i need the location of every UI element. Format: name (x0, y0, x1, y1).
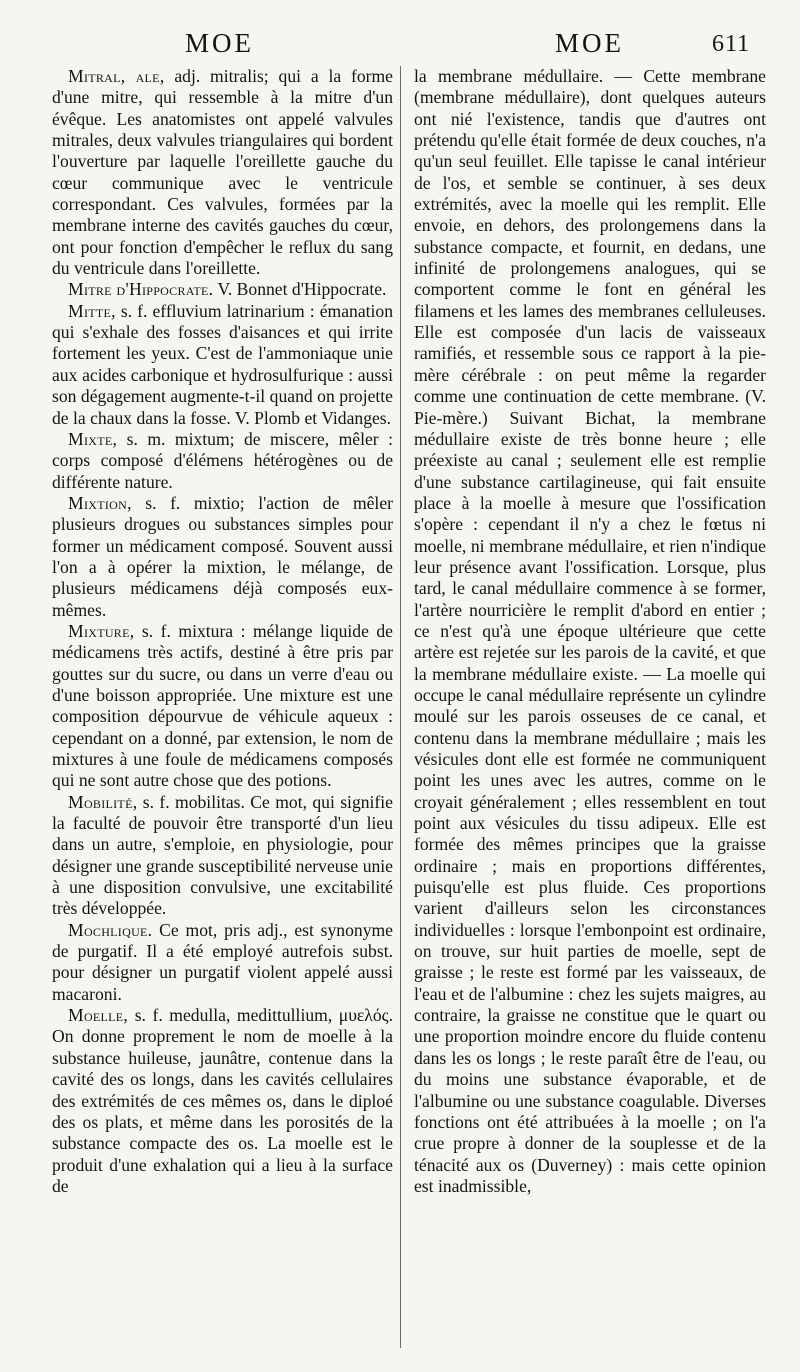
entry-mixture (52, 621, 393, 792)
entry-headword: Moelle, (68, 1005, 129, 1026)
entry-mixte (52, 429, 393, 493)
entry-body: adj. mitralis; qui a la forme d'une mitre, qui ressemble à la mitre d'un évêque. Les anatomistes ont appelé valvules mitrales, deux valvules triangulaires qui bordent l'ouverture par laquelle l'oreillette gauche du cœur communique avec le ventricule correspondant. Ces valvules, formées par la membrane interne des cavités gauches du cœur, ont pour fonction d'empêcher le reflux du sang du ventricule dans l'oreillette. (52, 66, 393, 279)
entry-mixtion (52, 493, 393, 621)
running-header (0, 28, 800, 68)
column-rule (400, 66, 401, 1348)
entry-mitte (52, 301, 393, 429)
header-left-word: MOE (185, 28, 254, 58)
header-right-word: MOE (555, 28, 624, 58)
entry-headword: Mitral, ale, (68, 66, 165, 86)
entry-headword: Mochlique. (68, 919, 153, 940)
entry-headword: Mitte, (68, 300, 116, 321)
entry-headword: Mixtion, (68, 492, 132, 513)
entry-body: s. f. medulla, medittullium, μυελός. On donne proprement le nom de moelle à la substance huileuse, jaunâtre, contenue dans la cavité des os longs, dans les cavités cellulaires des extrémités de ces mêmes os, dans le diploé des os plats, et même dans les porosités de la substance compacte des os. La moelle est le produit d'une exhalation qui a lieu à la surface de (52, 1005, 393, 1196)
entry-headword: Mobilité, (68, 791, 138, 812)
entry-body: s. f. effluvium latrinarium : émanation qui s'exhale des fosses d'aisances et qui irrite fortement les yeux. C'est de l'ammoniaque unie aux acides carbonique et hydrosulfurique : aussi son dégagement augmente-t-il quand on projette de la chaux dans la fosse. V. Plomb et Vidanges. (52, 300, 393, 428)
entry-mobilite (52, 792, 393, 920)
entry-body: s. f. mixtio; l'action de mêler plusieurs drogues ou substances simples pour former un médicament composé. Souvent aussi l'on a à opérer la mixtion, le mélange, de plusieurs médicamens déjà composés eux-mêmes. (52, 492, 393, 620)
left-column (52, 66, 393, 1197)
entry-body: s. f. mobilitas. Ce mot, qui signifie la faculté de pouvoir être transporté d'un lieu dans un autre, s'emploie, en physiologie, pour désigner une grande susceptibilité nerveuse unie à une disposition convulsive, une excitabilité très développée. (52, 791, 393, 919)
entry-mochlique (52, 920, 393, 1005)
entry-body: V. Bonnet d'Hippocrate. (217, 279, 387, 300)
entry-headword: Mitre d'Hippocrate. (68, 279, 214, 300)
right-column (414, 66, 766, 1197)
entry-headword: Mixte, (68, 428, 118, 449)
moelle-continued-text: la membrane médullaire. — Cette membrane (membrane médullaire), dont quelques auteurs ont nié l'existence, tandis que d'autres ont prétendu qu'elle était formée de deux couches, n'a qu'un seul feuillet. Elle tapisse le canal intérieur de l'os, et semble se continuer, à ses deux extrémités, avec la moelle qui les remplit. Elle envoie, en dehors, des prolongemens dans la substance compacte, et fournit, en dedans, une infinité de prolongemens analogues, qui se comportent comme le font en général les filamens et les lames des membranes celluleuses. Elle est composée d'un lacis de vaisseaux ramifiés, et ressemble sous ce rapport à la pie-mère cérébrale : on peut même la regarder comme une continuation de cette membrane. (V. Pie-mère.) Suivant Bichat, la membrane médullaire existe de très bonne heure ; elle préexiste au canal ; seulement elle est remplie d'une substance cartilagineuse, qui fait ensuite place à la moelle à mesure que l'ossification s'opère : cependant il n'y a chez le fœtus ni moelle, ni membrane médullaire, et rien n'indique leur présence avant l'ossification. Lorsque, plus tard, le canal médullaire commence à se former, l'artère nourricière le remplit d'abord en entier ; ce n'est qu'à une époque ultérieure que cette artère est rejetée sur les parois de la cavité, et que la membrane médullaire existe. — La moelle qui occupe le canal médullaire représente un cylindre moulé sur les parois osseuses de ce canal, et contenu dans la membrane médullaire ; mais les vésicules dont elle est formée ne communiquent point les unes avec les autres, comme on le croyait généralement ; elles ressemblent en tout point aux vésicules du tissu adipeux. Elle est formée des mêmes principes que la graisse ordinaire ; mais en proportions différentes, puisqu'elle est plus fluide. Ces proportions varient d'ailleurs selon les circonstances individuelles : lorsque l'embonpoint est ordinaire, on trouve, sur huit parties de moelle, sept de graisse ; le reste est formé par les vaisseaux, de l'eau et de l'albumine : chez les sujets maigres, au contraire, la graisse ne constitue que le quart ou une proportion moindre encore du fluide contenu dans les os longs ; le reste paraît être de l'eau, ou du moins une substance évaporable, et de l'albumine ou une substance coagulable. Diverses fonctions ont été attribuées à la moelle ; on l'a crue propre à donner de la souplesse et de la ténacité aux os (Duverney) : mais cette opinion est inadmissible, (414, 66, 766, 1196)
entry-body: Ce mot, pris adj., est synonyme de purgatif. Il a été employé autrefois subst. pour désigner un purgatif violent appelé aussi macaroni. (52, 919, 393, 1004)
entry-body: s. m. mixtum; de miscere, mêler : corps composé d'élémens hétérogènes ou de différente nature. (52, 428, 393, 492)
entry-mitral (52, 66, 393, 279)
entry-body: s. f. mixtura : mélange liquide de médicamens très actifs, destiné à être pris par gouttes sur du sucre, ou dans un verre d'eau ou d'une boisson appropriée. Une mixture est une composition dépourvue de véhicule aqueux : cependant on a donné, par extension, le nom de mixtures à une foule de médicamens composés qui ne sont autre chose que des potions. (52, 620, 393, 791)
entry-moelle (52, 1005, 393, 1197)
entry-headword: Mixture, (68, 620, 135, 641)
entry-mitre (52, 279, 393, 300)
page-number: 611 (712, 31, 751, 57)
